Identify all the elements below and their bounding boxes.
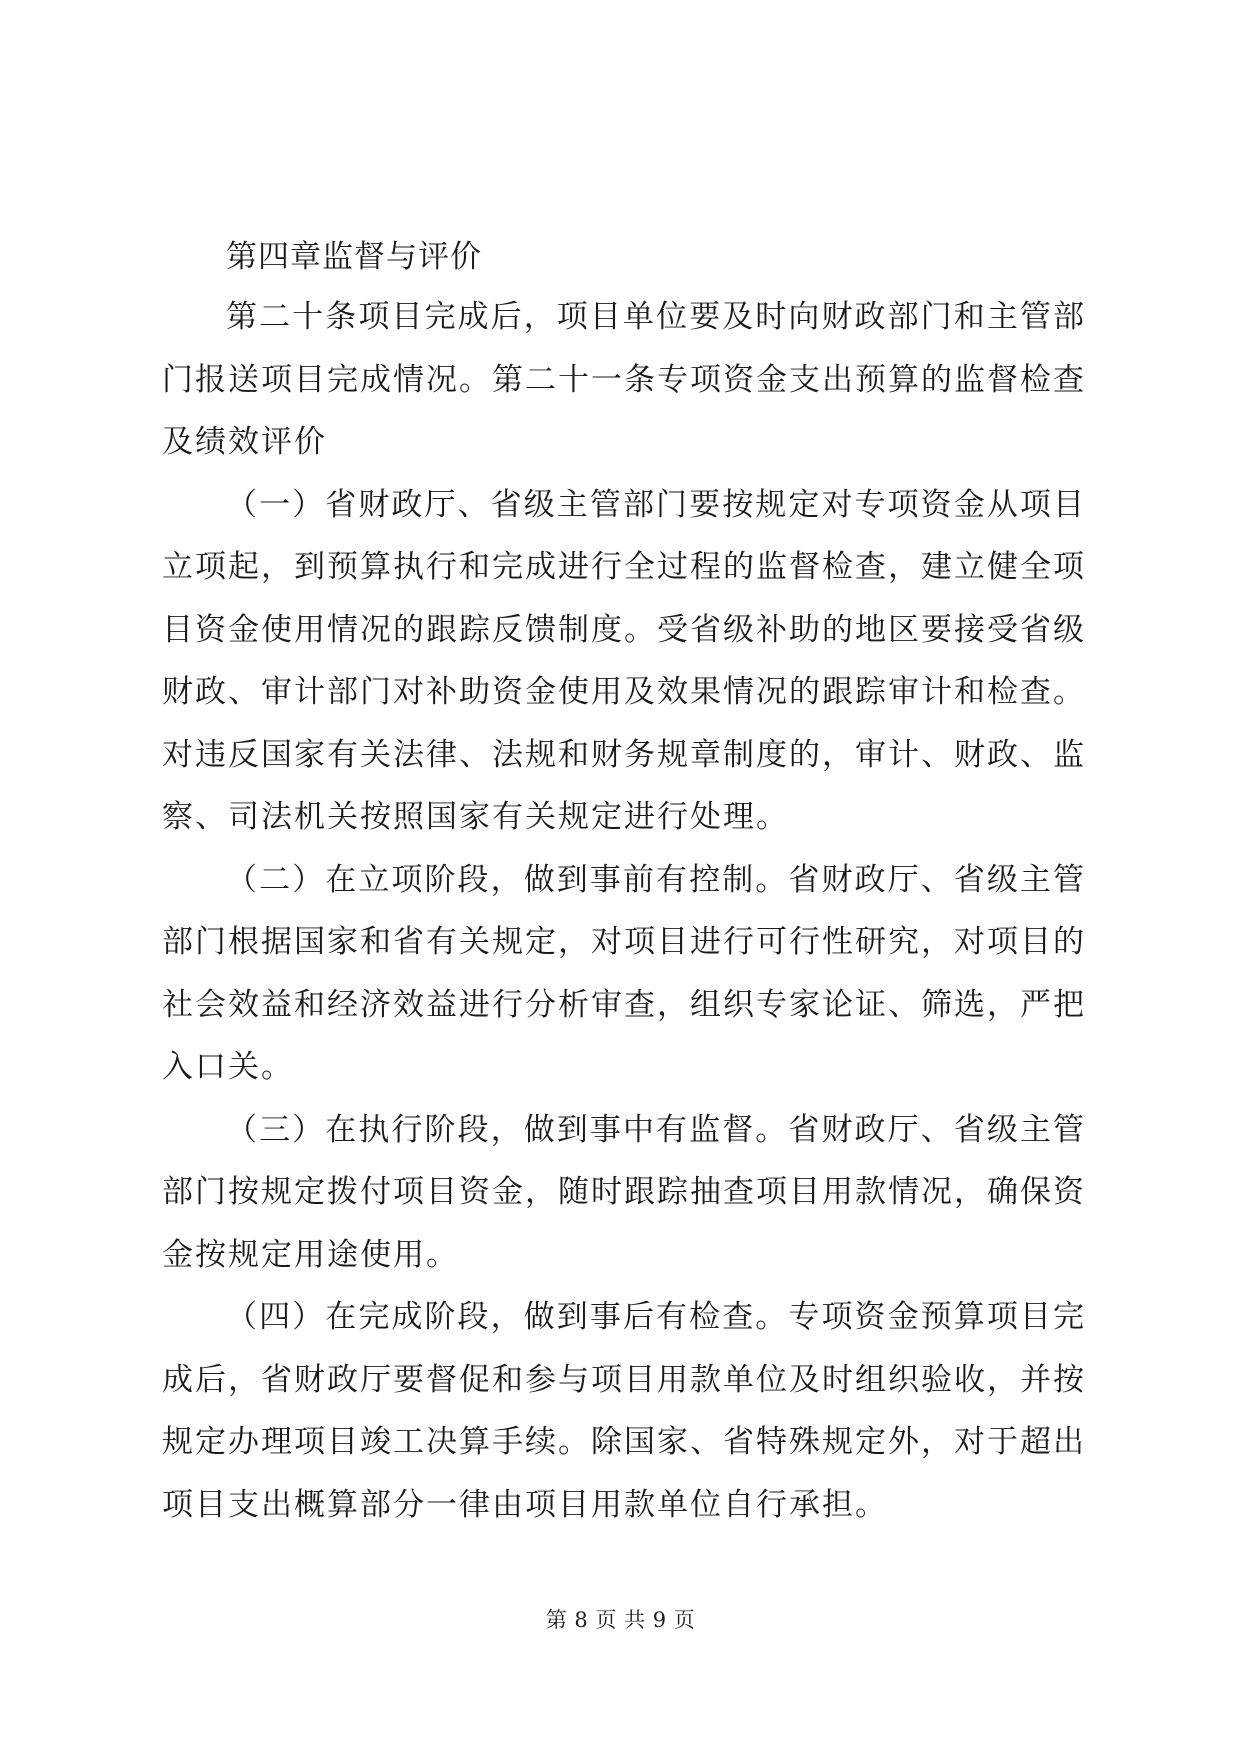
page-number-footer: 第 8 页 共 9 页 [545, 1608, 696, 1632]
paragraph-item-4: （四）在完成阶段，做到事后有检查。专项资金预算项目完成后，省财政厅要督促和参与项目用款单位及时组织验收，并按规定办理项目竣工决算手续。除国家、省特殊规定外，对于超出项目支出概算部分一律由项目用款单位自行承担。 [162, 1299, 1086, 1523]
paragraph-item-3: （三）在执行阶段，做到事中有监督。省财政厅、省级主管部门按规定拨付项目资金，随时跟踪抽查项目用款情况，确保资金按规定用途使用。 [162, 1111, 1086, 1273]
page-body [162, 228, 1086, 1536]
chapter-title: 第四章监督与评价 [226, 239, 482, 275]
paragraph-item-2: （二）在立项阶段，做到事前有控制。省财政厅、省级主管部门根据国家和省有关规定，对项目进行可行性研究，对项目的社会效益和经济效益进行分析审查，组织专家论证、筛选，严把入口关。 [162, 861, 1086, 1085]
paragraph-item-1: （一）省财政厅、省级主管部门要按规定对专项资金从项目立项起，到预算执行和完成进行全过程的监督检查，建立健全项目资金使用情况的跟踪反馈制度。受省级补助的地区要接受省级财政、审计部门对补助资金使用及效果情况的跟踪审计和检查。对违反国家有关法律、法规和财务规章制度的，审计、财政、监察、司法机关按照国家有关规定进行处理。 [162, 486, 1086, 835]
paragraph-article-20: 第二十条项目完成后，项目单位要及时向财政部门和主管部门报送项目完成情况。第二十一条专项资金支出预算的监督检查及绩效评价 [162, 299, 1086, 460]
